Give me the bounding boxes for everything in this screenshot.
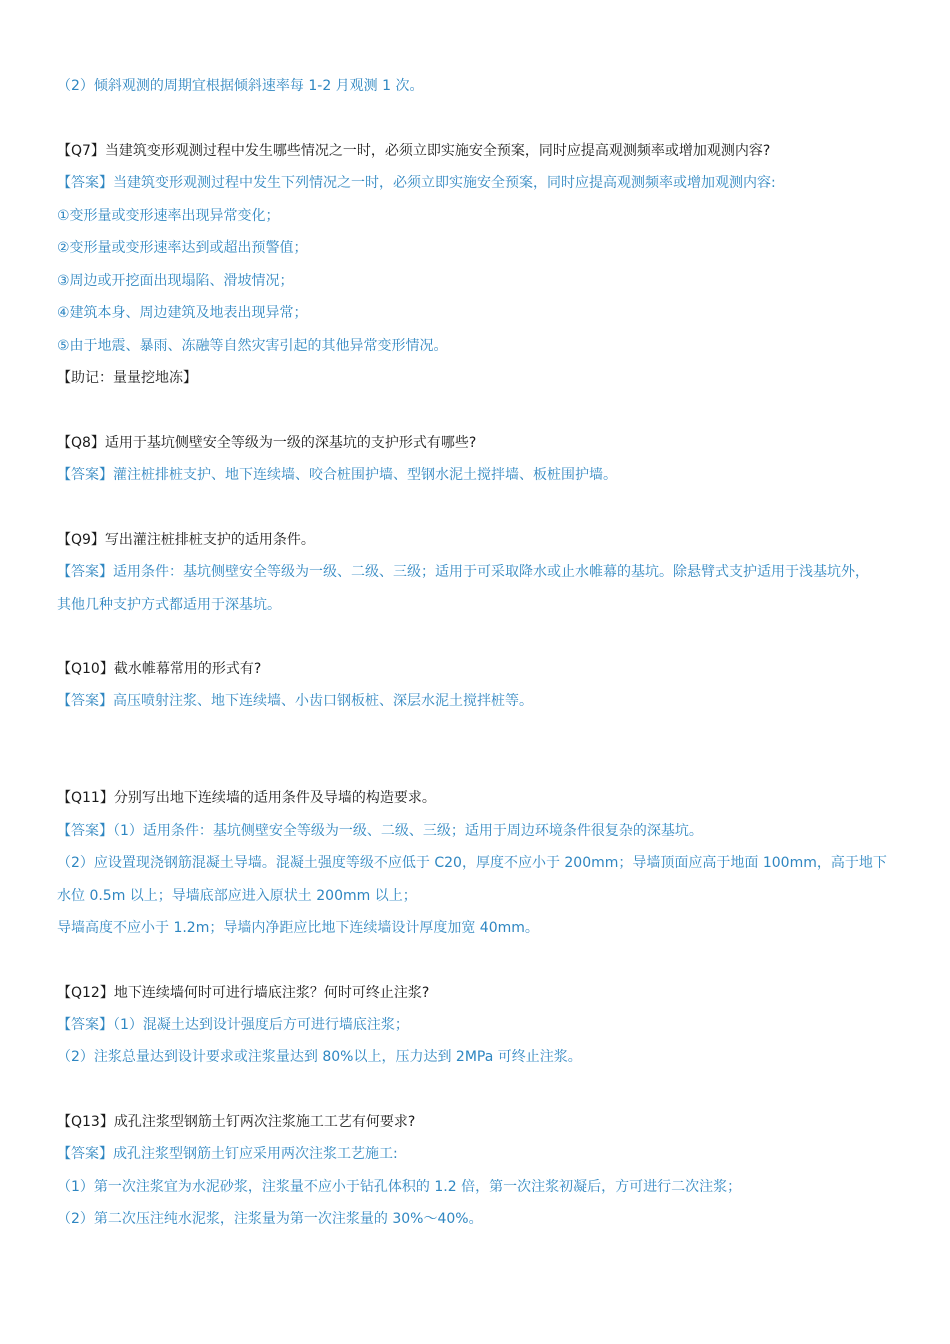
q9-question: 【Q9】写出灌注桩排桩支护的适用条件。: [57, 532, 315, 548]
q13-answer: 【答案】成孔注浆型钢筋土钉应采用两次注浆工艺施工:: [57, 1146, 398, 1162]
q11-line-3: 水位 0.5m 以上；导墙底部应进入原状土 200mm 以上；: [57, 888, 417, 904]
q7-item-3: ③周边或开挖面出现塌陷、滑坡情况；: [57, 273, 294, 289]
q13-question: 【Q13】成孔注浆型钢筋土钉两次注浆施工工艺有何要求?: [57, 1114, 416, 1130]
q7-answer: 【答案】当建筑变形观测过程中发生下列情况之一时，必须立即实施安全预案，同时应提高观测频率或增加观测内容:: [57, 175, 776, 191]
q7-item-1: ①变形量或变形速率出现异常变化；: [57, 208, 280, 224]
q9-answer: 【答案】适用条件：基坑侧壁安全等级为一级、二级、三级；适用于可采取降水或止水帷幕的基坑。除悬臂式支护适用于浅基坑外，: [57, 564, 869, 580]
q7-question: 【Q7】当建筑变形观测过程中发生哪些情况之一时，必须立即实施安全预案，同时应提高观测频率或增加观测内容?: [57, 143, 771, 159]
q8-question: 【Q8】适用于基坑侧壁安全等级为一级的深基坑的支护形式有哪些?: [57, 435, 477, 451]
q8-answer: 【答案】灌注桩排桩支护、地下连续墙、咬合桩围护墙、型钢水泥土搅拌墙、板桩围护墙。: [57, 467, 617, 483]
q7-item-5: ⑤由于地震、暴雨、冻融等自然灾害引起的其他异常变形情况。: [57, 338, 448, 354]
q7-mnemonic: 【助记：量量挖地冻】: [57, 370, 197, 386]
q12-answer: 【答案】（1）混凝土达到设计强度后方可进行墙底注浆；: [57, 1017, 409, 1033]
q12-question: 【Q12】地下连续墙何时可进行墙底注浆？何时可终止注浆?: [57, 985, 430, 1001]
q9-answer-cont: 其他几种支护方式都适用于深基坑。: [57, 597, 281, 613]
q13-line-2: （1）第一次注浆宜为水泥砂浆，注浆量不应小于钻孔体积的 1.2 倍，第一次注浆初凝后，方可进行二次注浆；: [57, 1179, 742, 1195]
q12-line-2: （2）注浆总量达到设计要求或注浆量达到 80%以上，压力达到 2MPa 可终止注浆。: [57, 1049, 582, 1065]
q11-question: 【Q11】分别写出地下连续墙的适用条件及导墙的构造要求。: [57, 790, 436, 806]
q11-line-2: （2）应设置现浇钢筋混凝土导墙。混凝土强度等级不应低于 C20，厚度不应小于 200mm；导墙顶面应高于地面 100mm，高于地下: [57, 855, 887, 871]
q10-question: 【Q10】截水帷幕常用的形式有?: [57, 661, 262, 677]
q11-answer: 【答案】（1）适用条件：基坑侧壁安全等级为一级、二级、三级；适用于周边环境条件很复杂的深基坑。: [57, 823, 703, 839]
q7-item-2: ②变形量或变形速率达到或超出预警值；: [57, 240, 308, 256]
intro-text: （2）倾斜观测的周期宜根据倾斜速率每 1-2 月观测 1 次。: [57, 78, 424, 94]
q7-item-4: ④建筑本身、周边建筑及地表出现异常；: [57, 305, 308, 321]
q10-answer: 【答案】高压喷射注浆、地下连续墙、小齿口钢板桩、深层水泥土搅拌桩等。: [57, 693, 533, 709]
q13-line-3: （2）第二次压注纯水泥浆，注浆量为第一次注浆量的 30%～40%。: [57, 1211, 483, 1227]
q11-line-4: 导墙高度不应小于 1.2m；导墙内净距应比地下连续墙设计厚度加宽 40mm。: [57, 920, 539, 936]
